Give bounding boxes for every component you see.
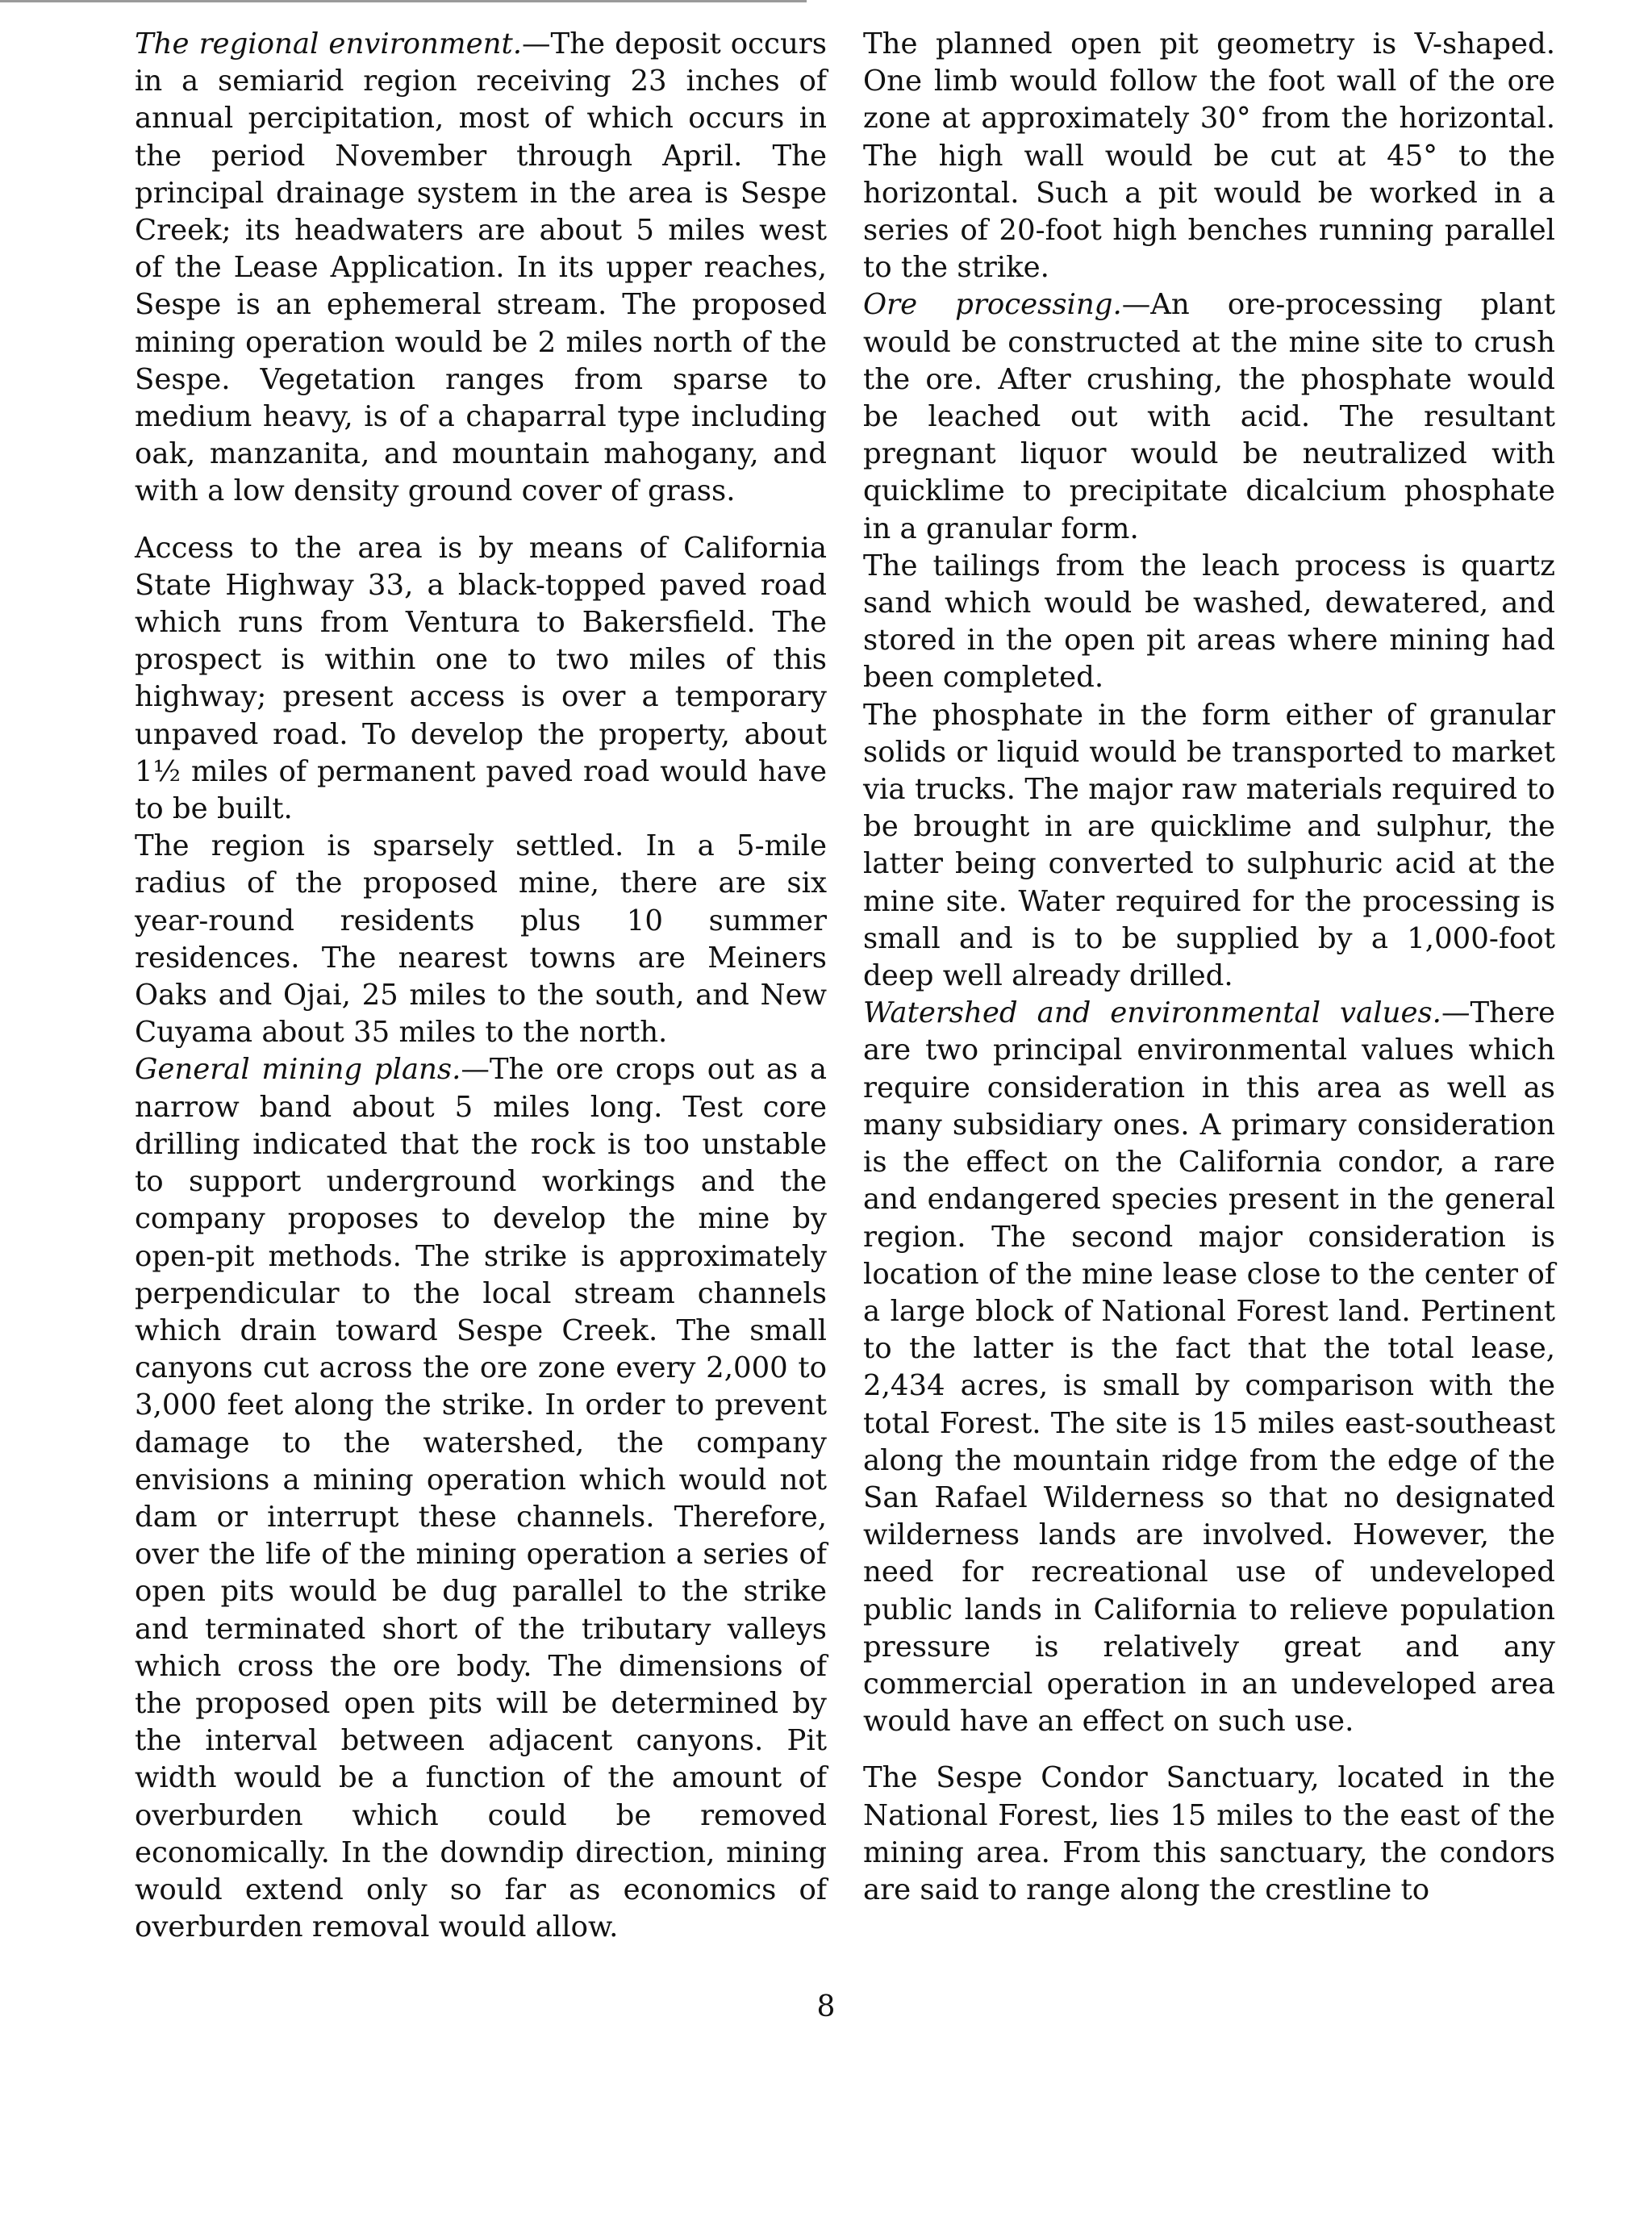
top-rule	[0, 0, 807, 2]
run-in-heading: The regional environment.	[135, 27, 523, 61]
paragraph-condor-sanctuary: The Sespe Condor Sanctuary, located in the National Forest, lies 15 miles to the east of the mining area. From this sanctuary, the condors are said to range along the crestline to	[863, 1761, 1555, 1906]
paragraph-transport: The phosphate in the form either of granular solids or liquid would be transported to market via trucks. The major raw materials required to be brought in are quicklime and sulphur, the latter being converted to sulphuric acid at the mine site. Water required for the processing is small and is to be supplied by a 1,000-foot deep well already drilled.	[863, 698, 1555, 993]
left-column	[135, 26, 827, 1946]
paragraph-watershed-values	[863, 995, 1555, 1740]
run-in-heading: Ore processing.	[863, 288, 1122, 322]
paragraph-body: —There are two principal environmental values which require consideration in this area as well as many subsidiary ones. A primary consideration is the effect on the California condor, a rare and endangered species present in the general region. The second major consideration is location of the mine lease close to the center of a large block of National Forest land. Pertinent to the latter is the fact that the total lease, 2,434 acres, is small by comparison with the total Forest. The site is 15 miles east-southeast along the mountain ridge from the edge of the San Rafael Wilderness so that no designated wilderness lands are involved. However, the need for recreational use of undeveloped public lands in California to relieve population pressure is relatively great and any commercial operation in an undeveloped area would have an effect on such use.	[863, 996, 1555, 1739]
paragraph-settlement: The region is sparsely settled. In a 5-mile radius of the proposed mine, there are six year-round residents plus 10 summer residences. The nearest towns are Meiners Oaks and Ojai, 25 miles to the south, and New Cuyama about 35 miles to the north.	[135, 829, 827, 1050]
paragraph-access: Access to the area is by means of California State Highway 33, a black-topped paved road which runs from Ventura to Bakersfield. The prospect is within one to two miles of this highway; present access is over a temporary unpaved road. To develop the property, about 1½ miles of permanent paved road would have to be built.	[135, 531, 827, 826]
paragraph-general-mining-plans	[135, 1051, 827, 1946]
right-column	[863, 26, 1555, 1909]
paragraph-body: —An ore-processing plant would be constructed at the mine site to crush the ore. After crushing, the phosphate would be leached out with acid. The resultant pregnant liquor would be neutralized with quicklime to precipitate dicalcium phosphate in a granular form.	[863, 288, 1555, 545]
paragraph-body: —The ore crops out as a narrow band about 5 miles long. Test core drilling indicated that the rock is too unstable to support underground workings and the company proposes to develop the mine by open-pit methods. The strike is approximately perpendicular to the local stream channels which drain toward Sespe Creek. The small canyons cut across the ore zone every 2,000 to 3,000 feet along the strike. In order to prevent damage to the watershed, the company envisions a mining operation which would not dam or interrupt these channels. Therefore, over the life of the mining operation a series of open pits would be dug parallel to the strike and terminated short of the tributary valleys which cross the ore body. The dimensions of the proposed open pits will be determined by the interval between adjacent canyons. Pit width would be a function of the amount of overburden which could be removed economically. In the downdip direction, mining would extend only so far as economics of overburden removal would allow.	[135, 1053, 828, 1944]
paragraph-body: —The deposit occurs in a semiarid region receiving 23 inches of annual percipitation, most of which occurs in the period November through April. The principal drainage system in the area is Sespe Creek; its headwaters are about 5 miles west of the Lease Application. In its upper reaches, Sespe is an ephemeral stream. The proposed mining operation would be 2 miles north of the Sespe. Vegetation ranges from sparse to medium heavy, is of a chaparral type including oak, manzanita, and mountain mahogany, and with a low density ground cover of grass.	[135, 27, 827, 508]
page-number: 8	[816, 1990, 836, 2023]
paragraph-tailings: The tailings from the leach process is quartz sand which would be washed, dewatered, and stored in the open pit areas where mining had been completed.	[863, 549, 1555, 695]
paragraph-pit-geometry: The planned open pit geometry is V-shaped. One limb would follow the foot wall of the ore zone at approximately 30° from the horizontal. The high wall would be cut at 45° to the horizontal. Such a pit would be worked in a series of 20-foot high benches running parallel to the strike.	[863, 27, 1555, 285]
run-in-heading: Watershed and environmental values.	[863, 996, 1441, 1030]
paragraph-regional-environment	[135, 26, 827, 511]
paragraph-ore-processing	[863, 286, 1555, 547]
run-in-heading: General mining plans.	[135, 1053, 461, 1087]
